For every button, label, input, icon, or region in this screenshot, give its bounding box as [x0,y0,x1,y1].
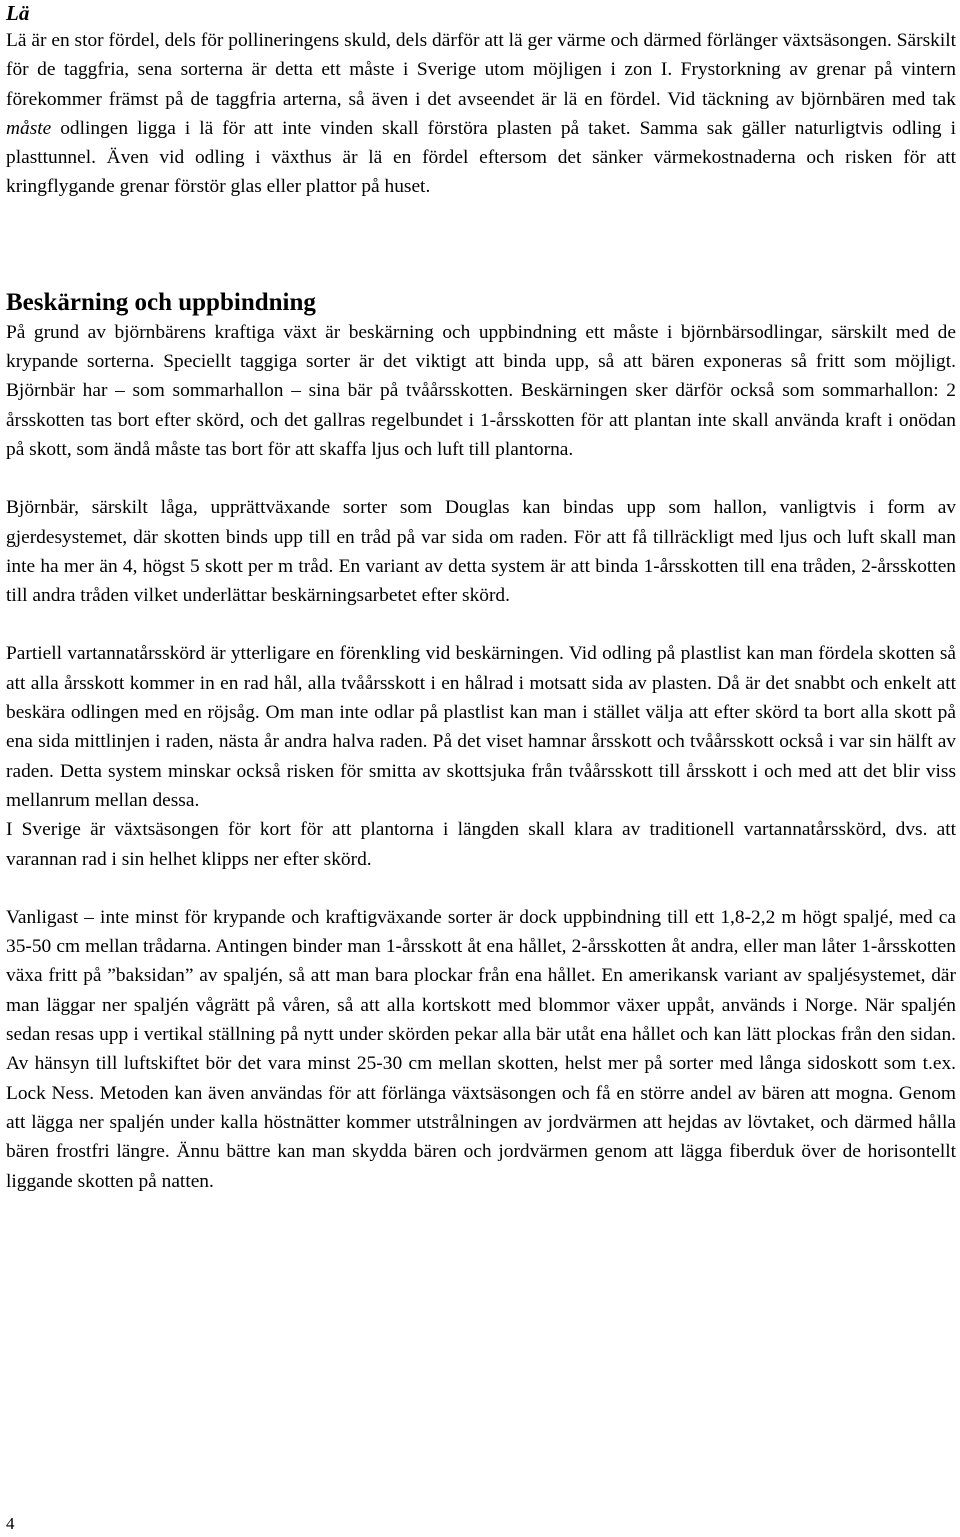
paragraph-beskarning-5: Vanligast – inte minst för krypande och kraftigväxande sorter är dock uppbindning till ett 1,8-2,2 m högt spaljé, med ca 35-50 cm mellan trådarna. Antingen binder man 1-årsskott åt ena hållet, 2-årsskotten åt andra, eller man låter 1-årsskotten växa fritt på ”baksidan” av spaljén, så att man bara plockar från ena hållet. En amerikansk variant av spaljésystemet, där man läggar ner spaljén vågrätt på våren, så att alla kortskott med blommor växer uppåt, används i Norge. När spaljén sedan resas upp i vertikal ställning på nytt under skörden pekar alla bär utåt ena hållet och kan lätt plockas från den sidan. Av hänsyn till luftskiftet bör det vara minst 25-30 cm mellan skotten, helst mer på sorter med långa sidoskott som t.ex. Lock Ness. Metoden kan även användas för att förlänga växtsäsongen och få en större andel av bären att mogna. Genom att lägga ner spaljén under kalla höstnätter kommer utstrålningen av jordvärmen att hejdas av lövtaket, och därmed hålla bären frostfri längre. Ännu bättre kan man skydda bären och jordvärmen genom att lägga fiberduk över de horisontellt liggande skotten på natten. [6,906,956,1192]
paragraph-la-part-1: Lä är en stor fördel, dels för pollineringens skuld, dels därför att lä ger värme och därmed förlänger växtsäsongen. Särskilt för de taggfria, sena sorterna är detta ett måste i Sverige utom möjligen i zon I. Frystorkning av grenar på vintern förekommer främst på de taggfria arterna, så även i det avseendet är lä en fördel. Vid täckning av björnbären med tak [6,30,956,110]
spacer [6,202,956,288]
page-number: 4 [6,1514,15,1533]
spacer [6,874,956,903]
section-heading-la: Lä [6,1,30,25]
section-heading-beskarning: Beskärning och uppbindning [6,288,316,316]
spacer [6,464,956,493]
paragraph-beskarning-4: I Sverige är växtsäsongen för kort för att plantorna i längden skall klara av traditionell vartannatårsskörd, dvs. att varannan rad i sin helhet klipps ner efter skörd. [6,819,956,870]
paragraph-la-part-3: odlingen ligga i lä för att inte vinden skall förstöra plasten på taket. Samma sak gäller naturligtvis odling i plasttunnel. Även vid odling i växthus är lä en fördel eftersom det sänker värmekostnaderna och risken för att kringflygande grenar förstör glas eller plattor på huset. [6,117,956,198]
document-page [6,0,956,1196]
paragraph-la-emphasis: måste [6,117,52,139]
paragraph-beskarning-3: Partiell vartannatårsskörd är ytterligare en förenkling vid beskärningen. Vid odling på plastlist kan man fördela skotten så att alla årsskott kommer in en rad hål, alla tvåårsskott i en hålrad i motsatt sida av plasten. Då är det snabbt och enkelt att beskära odlingen med en röjsåg. Om man inte odlar på plastlist kan man i stället välja att efter skörd ta bort alla skott på ena sida mittlinjen i raden, nästa år andra halva raden. På det viset hamnar årsskott och tvåårsskott också i var sin hälft av raden. Detta system minskar också risken för smitta av skottsjuka från tvåårsskott till årsskott i och med att det blir viss mellanrum mellan dessa. [6,643,956,811]
paragraph-beskarning-1: På grund av björnbärens kraftiga växt är beskärning och uppbindning ett måste i björnbärsodlingar, särskilt med de krypande sorterna. Speciellt taggiga sorter är det viktigt att binda upp, så att bären exponeras så fritt som möjligt. Björnbär har – som sommarhallon – sina bär på tvåårsskotten. Beskärningen sker därför också som sommarhallon: 2 årsskotten tas bort efter skörd, och det gallras regelbundet i 1-årsskotten för att plantan inte skall använda kraft i onödan på skott, som ändå måste tas bort för att skaffa ljus och luft till plantorna. [6,321,956,460]
spacer [6,610,956,639]
paragraph-la [6,26,956,202]
paragraph-beskarning-2: Björnbär, särskilt låga, upprättväxande sorter som Douglas kan bindas upp som hallon, vanligtvis i form av gjerdesystemet, där skotten binds upp till en tråd på var sida om raden. För att få tillräckligt med ljus och luft skall man inte ha mer än 4, högst 5 skott per m tråd. En variant av detta system är att binda 1-årsskotten till ena tråden, 2-årsskotten till andra tråden vilket underlättar beskärningsarbetet efter skörd. [6,497,956,607]
